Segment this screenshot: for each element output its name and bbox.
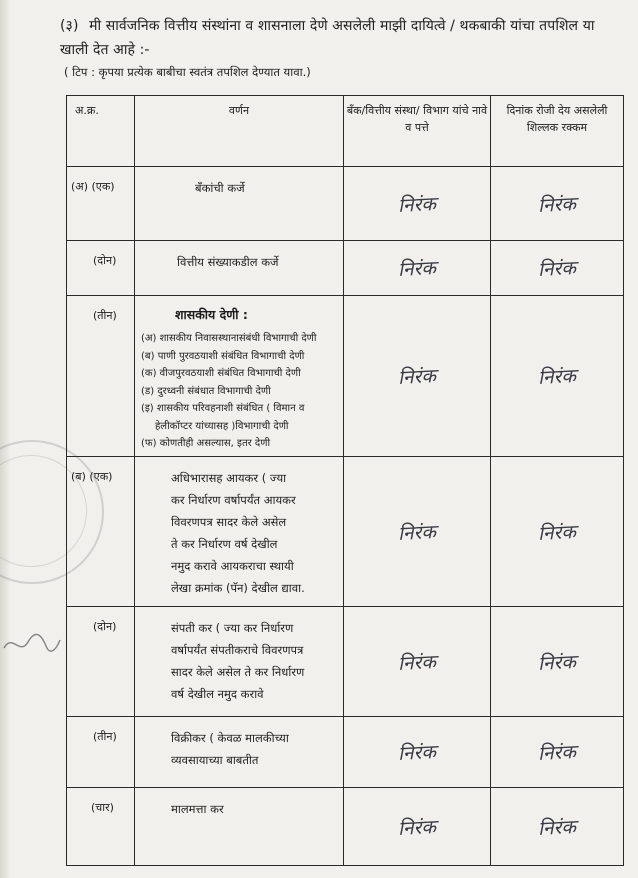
table-row: [67, 717, 624, 788]
header-institution: बँक/वित्तीय संस्था/ विभाग यांचे नावे व पत्ते: [344, 96, 491, 167]
row-institution: [344, 167, 491, 241]
row-serial: (ब) (एक): [67, 457, 135, 607]
table-row: [67, 457, 624, 607]
row-balance: [491, 296, 624, 457]
row-institution: [344, 457, 491, 607]
row-balance: [491, 607, 624, 717]
section-tip: ( टिप : कृपया प्रत्येक बाबीचा स्वतंत्र तपशिल देण्यात यावा.): [64, 65, 311, 79]
nil-handwritten: निरंक: [397, 365, 437, 389]
nil-handwritten: निरंक: [537, 192, 577, 217]
row-balance: [491, 167, 624, 241]
nil-handwritten: निरंक: [397, 741, 437, 765]
description-line: कर निर्धारण वर्षापर्यंत आयकर: [171, 493, 296, 507]
list-item: (इ) शासकीय परिवहनाशी संबंधित ( विमान व: [141, 403, 305, 414]
table-row: [67, 607, 624, 717]
description-line: सादर केले असेल ते कर निर्धारण: [171, 665, 305, 679]
section-heading: [60, 14, 620, 62]
government-dues-title: शासकीय देणी :: [175, 307, 248, 322]
row-institution: [344, 717, 491, 788]
row-institution: [344, 607, 491, 717]
table-row: [67, 296, 624, 457]
row-balance: [491, 788, 624, 866]
row-description: [135, 607, 344, 717]
row-balance: [491, 717, 624, 788]
description-line: विवरणपत्र सादर केले असेल: [171, 515, 287, 529]
list-item: (अ) शासकीय निवासस्थानासंबंधी विभागाची देणी: [141, 333, 317, 344]
description-line: व्यवसायाच्या बाबतीत: [171, 753, 259, 767]
table-row: [67, 167, 624, 241]
table-header-row: [67, 96, 624, 167]
nil-handwritten: निरंक: [537, 520, 577, 545]
list-item: हेलीकॉप्टर यांच्यासह )विभागाची देणी: [155, 420, 289, 432]
row-institution: [344, 296, 491, 457]
row-balance: [491, 457, 624, 607]
row-description: बँकांची कर्जे: [135, 167, 344, 241]
row-serial: (अ) (एक): [67, 167, 135, 241]
section-number: (३): [60, 18, 79, 34]
signature-mark: [2, 628, 62, 658]
section-heading-text: मी सार्वजनिक वित्तीय संस्थांना व शासनाला देणे असलेली माझी दायित्वे / थकबाकी यांचा तपशिल या खाली देत आहे :-: [60, 18, 595, 58]
nil-handwritten: निरंक: [397, 815, 437, 840]
nil-handwritten: निरंक: [397, 650, 437, 675]
row-serial: (दोन): [67, 241, 135, 296]
description-line: ते कर निर्धारण वर्ष देखील: [171, 537, 278, 551]
list-item: (ब) पाणी पुरवठयाशी संबंधित विभागाची देणी: [141, 350, 305, 362]
government-dues-list: [141, 330, 339, 453]
list-item: (फ) कोणतीही असल्यास, इतर देणी: [141, 438, 271, 449]
nil-handwritten: निरंक: [397, 257, 437, 281]
header-balance: दिनांक रोजी देय असलेली शिल्लक रक्कम: [491, 96, 624, 167]
row-institution: [344, 788, 491, 866]
header-description: वर्णन: [135, 96, 344, 167]
table-row: [67, 241, 624, 296]
description-line: वर्ष देखील नमुद करावे: [171, 687, 264, 701]
description-line: संपती कर ( ज्या कर निर्धारण: [171, 621, 294, 635]
table-row: [67, 788, 624, 866]
header-serial: अ.क्र.: [67, 96, 135, 167]
description-line: वर्षापर्यंत संपतीकराचे विवरणपत्र: [171, 643, 304, 657]
row-institution: [344, 241, 491, 296]
page-edge: [0, 0, 10, 878]
list-item: (ड) दुरध्वनी संबंधात विभागाची देणी: [141, 385, 271, 397]
nil-handwritten: निरंक: [537, 741, 577, 765]
row-description: वित्तीय संख्याकडील कर्जे: [135, 241, 344, 296]
row-description: मालमत्ता कर: [135, 788, 344, 866]
nil-handwritten: निरंक: [537, 257, 577, 281]
row-description: [135, 296, 344, 457]
row-serial: (तीन): [67, 296, 135, 457]
description-line: विक्रीकर ( केवळ मालकीच्या: [171, 731, 289, 745]
liabilities-table: [66, 95, 624, 866]
row-serial: (चार): [67, 788, 135, 866]
list-item: (क) वीजपुरवठयाशी संबंधित विभागाची देणी: [141, 368, 301, 379]
nil-handwritten: निरंक: [537, 650, 577, 675]
description-line: लेखा क्रमांक (पॅन) देखील द्यावा.: [171, 581, 305, 595]
row-serial: (तीन): [67, 717, 135, 788]
nil-handwritten: निरंक: [397, 192, 437, 217]
description-line: नमुद करावे आयकराचा स्थायी: [171, 559, 294, 573]
nil-handwritten: निरंक: [537, 365, 577, 389]
nil-handwritten: निरंक: [537, 815, 577, 840]
row-description: [135, 457, 344, 607]
row-serial: (दोन): [67, 607, 135, 717]
description-line: अधिभारासह आयकर ( ज्या: [171, 471, 287, 485]
nil-handwritten: निरंक: [397, 520, 437, 545]
row-balance: [491, 241, 624, 296]
row-description: [135, 717, 344, 788]
